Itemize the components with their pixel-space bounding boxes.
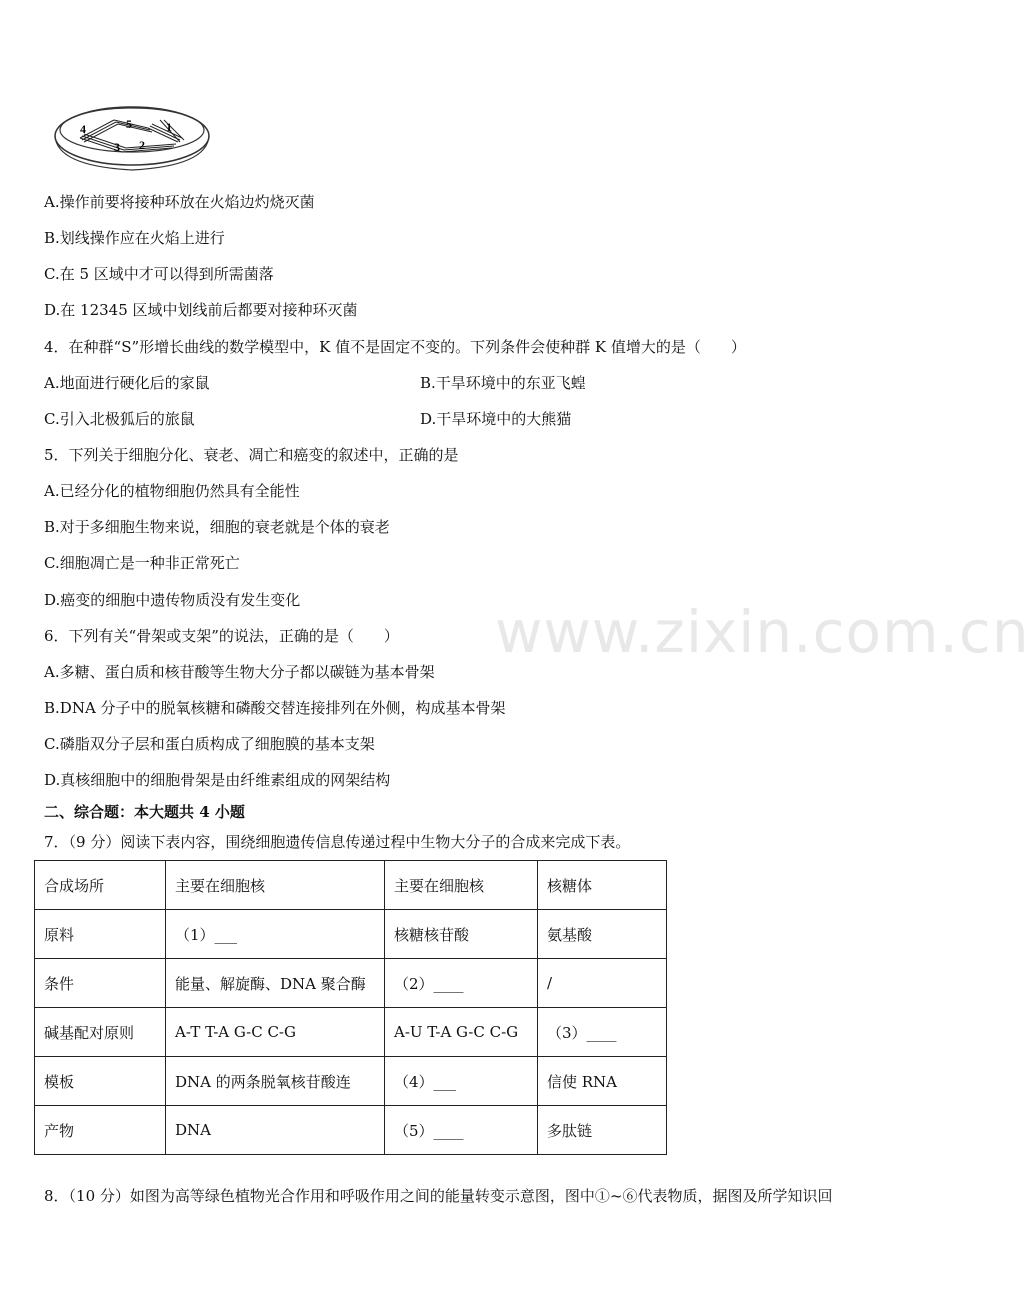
q6-option-a: A.多糖、蛋白质和核苷酸等生物大分子都以碳链为基本骨架 [44,663,435,681]
dish-label-5: 5 [126,117,132,131]
q3-option-b: B.划线操作应在火焰上进行 [44,229,225,247]
table-cell: 氨基酸 [538,910,667,959]
q5-stem: 5．下列关于细胞分化、衰老、凋亡和癌变的叙述中，正确的是 [44,446,459,464]
table-row [35,1057,667,1106]
table-cell: 主要在细胞核 [166,861,385,910]
table-cell: 产物 [35,1106,166,1155]
section-heading: 二、综合题：本大题共 4 小题 [44,803,245,821]
table-row [35,1008,667,1057]
table-cell: DNA 的两条脱氧核苷酸连 [166,1057,385,1106]
table-cell: 信使 RNA [538,1057,667,1106]
table-cell: （4）___ [385,1057,538,1106]
q5-option-b: B.对于多细胞生物来说，细胞的衰老就是个体的衰老 [44,518,390,536]
q3-option-d: D.在 12345 区域中划线前后都要对接种环灭菌 [44,301,358,319]
q4-option-d: D.干旱环境中的大熊猫 [420,410,572,428]
watermark: www.zixin.com.cn [495,598,1030,666]
q6-option-d: D.真核细胞中的细胞骨架是由纤维素组成的网架结构 [44,771,391,789]
table-cell: 多肽链 [538,1106,667,1155]
q8-stem: 8．（10 分）如图为高等绿色植物光合作用和呼吸作用之间的能量转变示意图，图中①~⑥代表物质，据图及所学知识回 [44,1187,833,1205]
table-cell: 核糖体 [538,861,667,910]
q7-table [34,860,667,1155]
q5-option-a: A.已经分化的植物细胞仍然具有全能性 [44,482,300,500]
q6-stem: 6．下列有关“骨架或支架”的说法，正确的是（ ） [44,627,399,645]
table-cell: 模板 [35,1057,166,1106]
table-cell: / [538,959,667,1008]
dish-label-3: 3 [114,140,120,154]
q4-stem: 4．在种群“S”形增长曲线的数学模型中，K 值不是固定不变的。下列条件会使种群 K 值增大的是（ ） [44,338,746,356]
table-cell: 条件 [35,959,166,1008]
table-row [35,861,667,910]
table-cell: A-T T-A G-C C-G [166,1008,385,1057]
table-row [35,959,667,1008]
table-cell: 原料 [35,910,166,959]
q6-option-b: B.DNA 分子中的脱氧核糖和磷酸交替连接排列在外侧，构成基本骨架 [44,699,506,717]
table-cell: （2）____ [385,959,538,1008]
table-row [35,910,667,959]
q4-option-b: B.干旱环境中的东亚飞蝗 [420,374,586,392]
q3-option-c: C.在 5 区域中才可以得到所需菌落 [44,265,274,283]
petri-dish-streak-figure [52,100,212,178]
table-cell: 合成场所 [35,861,166,910]
table-cell: （3）____ [538,1008,667,1057]
q3-option-a: A.操作前要将接种环放在火焰边灼烧灭菌 [44,193,315,211]
q5-option-d: D.癌变的细胞中遗传物质没有发生变化 [44,591,301,609]
table-cell: 主要在细胞核 [385,861,538,910]
table-cell: 能量、解旋酶、DNA 聚合酶 [166,959,385,1008]
q5-option-c: C.细胞凋亡是一种非正常死亡 [44,554,240,572]
table-row [35,1106,667,1155]
dish-label-2: 2 [139,138,145,152]
table-cell: （1）___ [166,910,385,959]
table-cell: DNA [166,1106,385,1155]
q4-option-a: A.地面进行硬化后的家鼠 [44,374,210,392]
q4-option-c: C.引入北极狐后的旅鼠 [44,410,195,428]
table-cell: 核糖核苷酸 [385,910,538,959]
dish-label-4: 4 [80,122,86,136]
q7-stem: 7．（9 分）阅读下表内容，围绕细胞遗传信息传递过程中生物大分子的合成来完成下表。 [44,833,631,851]
q6-option-c: C.磷脂双分子层和蛋白质构成了细胞膜的基本支架 [44,735,375,753]
dish-label-1: 1 [166,120,172,134]
table-cell: （5）____ [385,1106,538,1155]
table-cell: A-U T-A G-C C-G [385,1008,538,1057]
table-cell: 碱基配对原则 [35,1008,166,1057]
